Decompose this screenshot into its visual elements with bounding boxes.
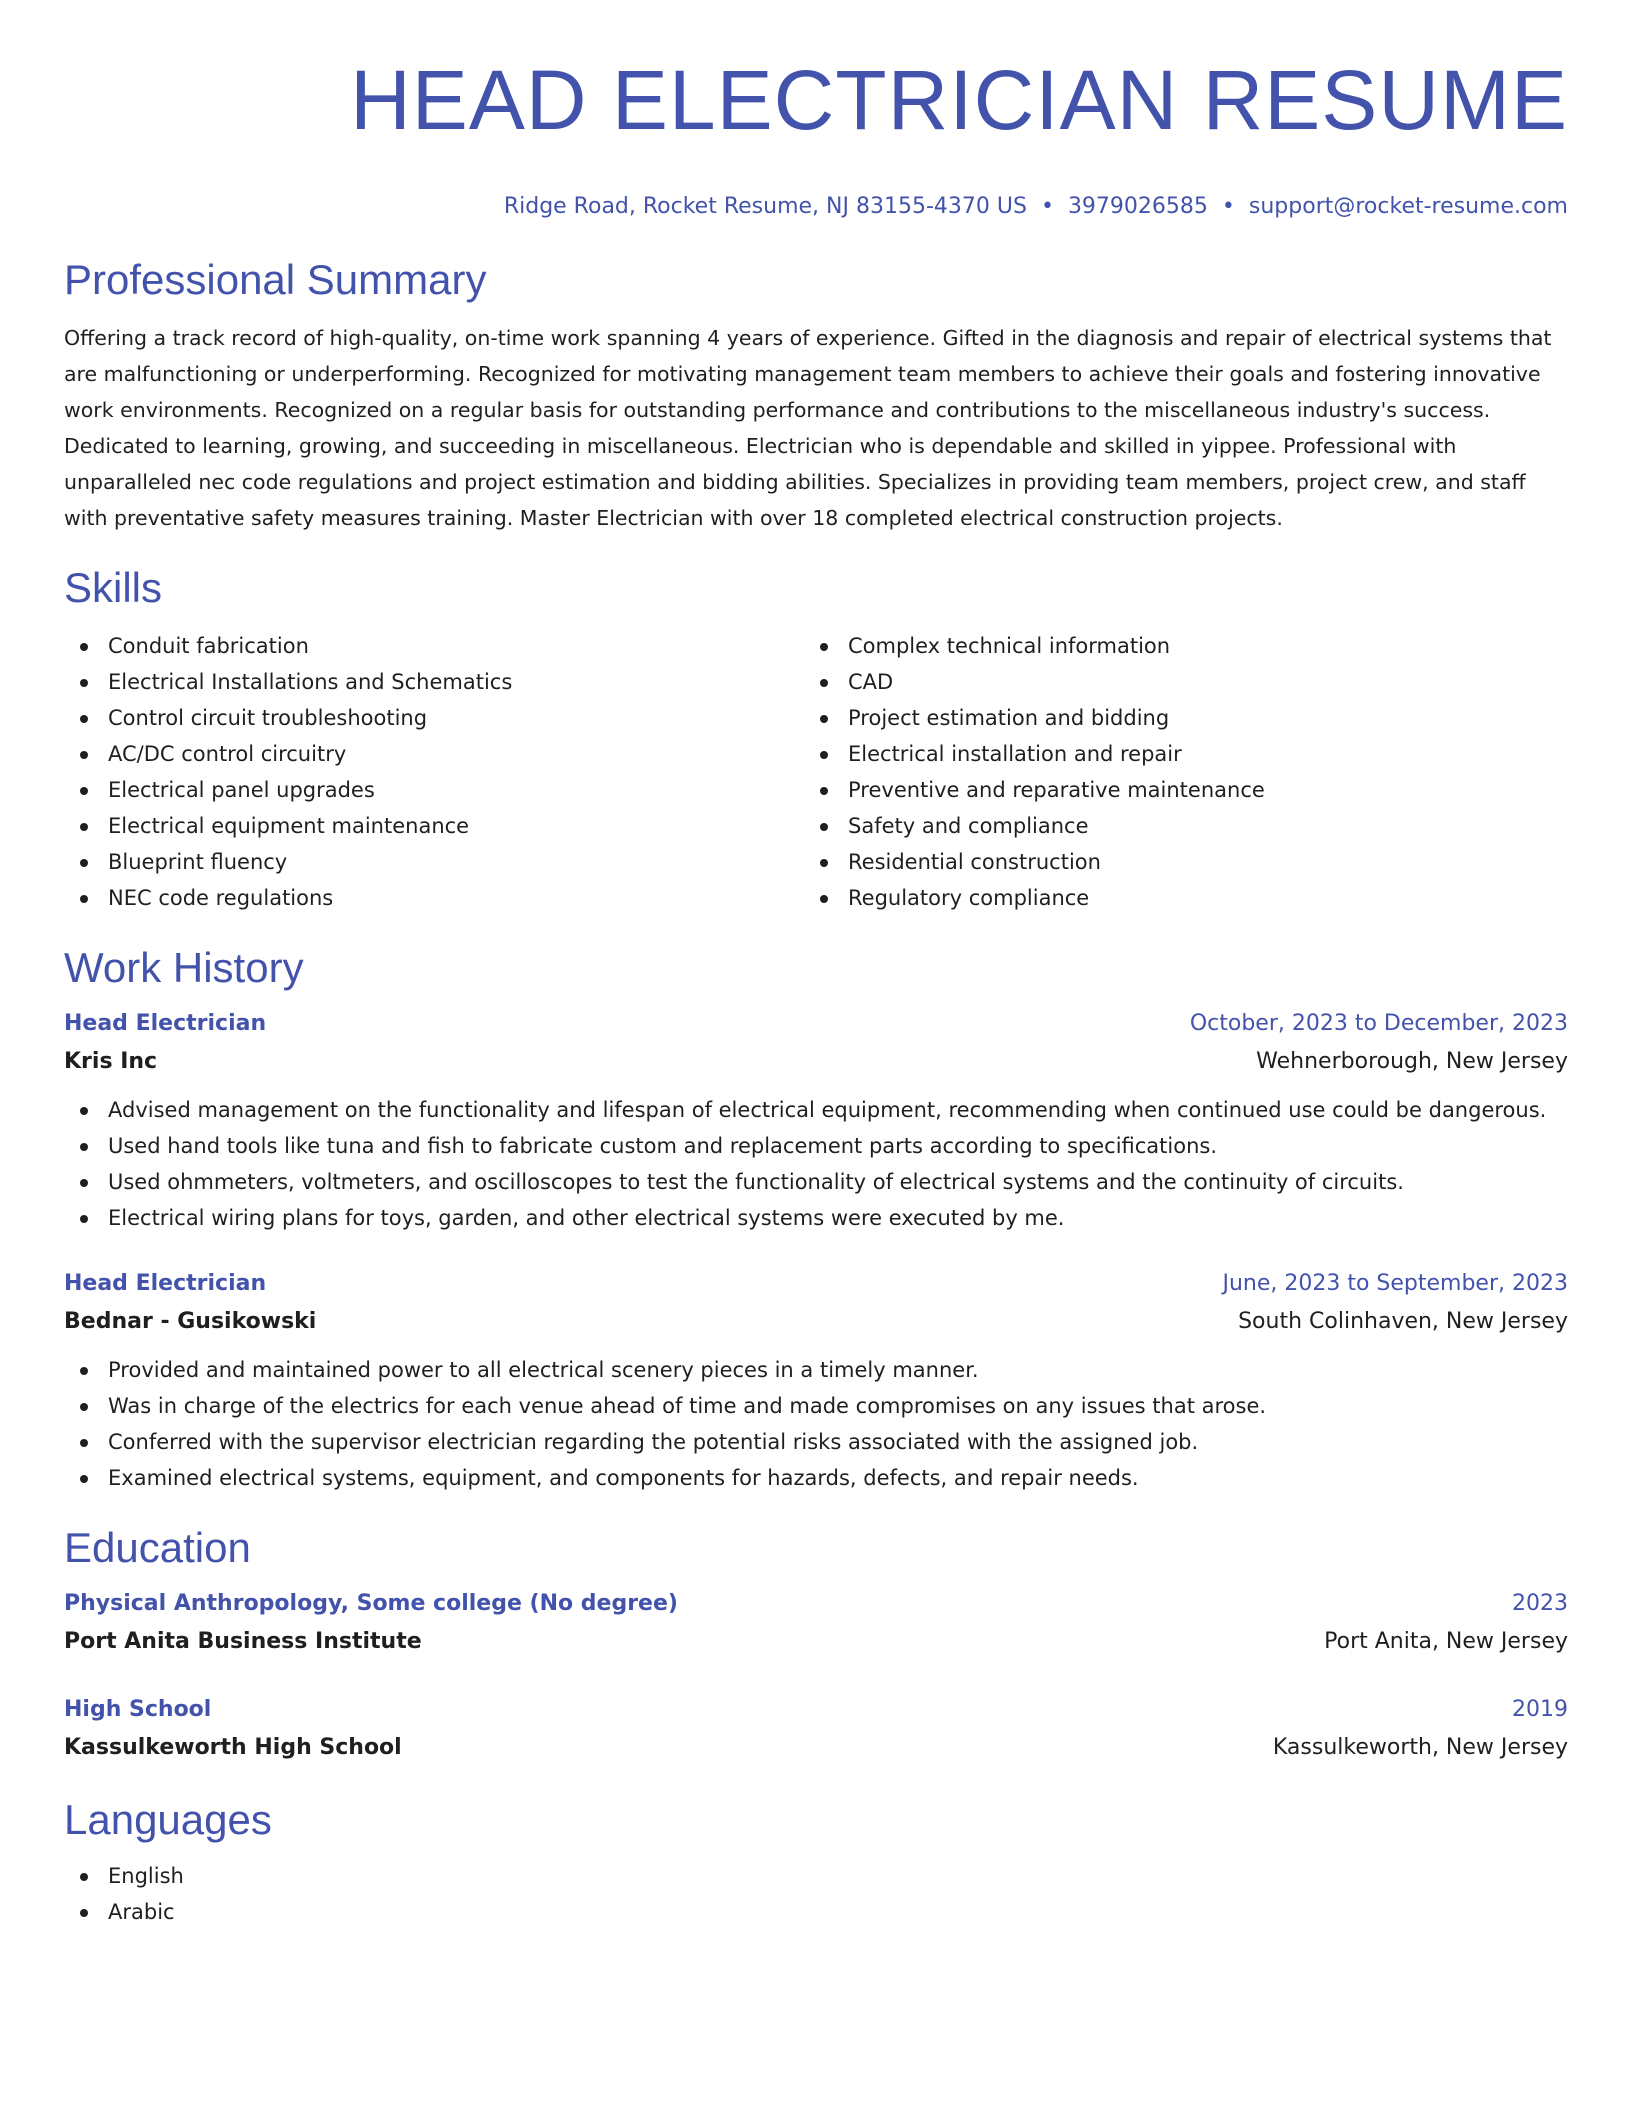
job-entry (64, 1006, 1568, 1236)
languages-list (64, 1858, 1568, 1930)
address: Ridge Road, Rocket Resume, NJ 83155-4370 US (503, 194, 1027, 219)
job-duty: Electrical wiring plans for toys, garden, and other electrical systems were executed by me. (64, 1200, 1568, 1236)
education-location: Port Anita, New Jersey (1324, 1629, 1568, 1654)
section-heading-work-history: Work History (64, 944, 304, 991)
job-duties-list (64, 1092, 1568, 1236)
separator-dot: • (1040, 194, 1054, 219)
skill-item: Electrical Installations and Schematics (64, 664, 804, 700)
education-degree: High School (64, 1697, 212, 1722)
skill-item: CAD (804, 664, 1544, 700)
skill-item: Electrical panel upgrades (64, 772, 804, 808)
education-entry (64, 1586, 1568, 1662)
section-heading-summary: Professional Summary (64, 256, 487, 303)
education-location: Kassulkeworth, New Jersey (1272, 1735, 1568, 1760)
job-duty: Was in charge of the electrics for each venue ahead of time and made compromises on any issues that arose. (64, 1388, 1568, 1424)
skill-item: AC/DC control circuitry (64, 736, 804, 772)
skill-item: Conduit fabrication (64, 628, 804, 664)
job-employer: Bednar - Gusikowski (64, 1309, 317, 1334)
skills-grid (64, 628, 1568, 916)
job-dates: June, 2023 to September, 2023 (1222, 1271, 1568, 1296)
work-history-section (64, 942, 1568, 1496)
education-section (64, 1522, 1568, 1768)
skills-list-left (64, 628, 804, 916)
skill-item: Regulatory compliance (804, 880, 1544, 916)
skill-item: Complex technical information (804, 628, 1544, 664)
job-location: Wehnerborough, New Jersey (1256, 1049, 1568, 1074)
skill-item: Electrical equipment maintenance (64, 808, 804, 844)
job-duty: Used hand tools like tuna and fish to fabricate custom and replacement parts according to specifications. (64, 1128, 1568, 1164)
job-dates: October, 2023 to December, 2023 (1189, 1011, 1568, 1036)
section-heading-languages: Languages (64, 1796, 272, 1843)
job-duty: Conferred with the supervisor electrician regarding the potential risks associated with the assigned job. (64, 1424, 1568, 1460)
job-duty: Examined electrical systems, equipment, and components for hazards, defects, and repair needs. (64, 1460, 1568, 1496)
skill-item: Blueprint fluency (64, 844, 804, 880)
language-item: Arabic (64, 1894, 1568, 1930)
job-duty: Advised management on the functionality and lifespan of electrical equipment, recommending when continued use could be dangerous. (64, 1092, 1568, 1128)
summary-text: Offering a track record of high-quality, on-time work spanning 4 years of experience. Gifted in the diagnosis and repair of electrical systems that are malfunctioning or underperforming. Recognized for motivating management team members to achieve their goals and fostering innovative work environments. Recognized on a regular basis for outstanding performance and contributions to the miscellaneous industry's success. Dedicated to learning, growing, and succeeding in miscellaneous. Electrician who is dependable and skilled in yippee. Professional with unparalleled nec code regulations and project estimation and bidding abilities. Specializes in providing team members, project crew, and staff with preventative safety measures training. Master Electrician with over 18 completed electrical construction projects. (64, 326, 1552, 530)
skill-item: Preventive and reparative maintenance (804, 772, 1544, 808)
section-heading-skills: Skills (64, 564, 163, 611)
job-title: Head Electrician (64, 1011, 267, 1036)
education-entry (64, 1692, 1568, 1768)
separator-dot: • (1221, 194, 1235, 219)
summary-section (64, 254, 1568, 536)
job-entry (64, 1266, 1568, 1496)
section-heading-education: Education (64, 1524, 251, 1571)
language-item: English (64, 1858, 1568, 1894)
job-duties-list (64, 1352, 1568, 1496)
job-title: Head Electrician (64, 1271, 267, 1296)
education-school: Kassulkeworth High School (64, 1735, 402, 1760)
job-location: South Colinhaven, New Jersey (1238, 1309, 1568, 1334)
languages-section (64, 1794, 1568, 1930)
skills-list-right (804, 628, 1544, 916)
education-degree: Physical Anthropology, Some college (No degree) (64, 1591, 678, 1616)
education-year: 2019 (1512, 1697, 1568, 1722)
job-duty: Provided and maintained power to all electrical scenery pieces in a timely manner. (64, 1352, 1568, 1388)
skills-section (64, 562, 1568, 916)
skill-item: Control circuit troubleshooting (64, 700, 804, 736)
education-school: Port Anita Business Institute (64, 1629, 422, 1654)
job-employer: Kris Inc (64, 1049, 158, 1074)
job-duty: Used ohmmeters, voltmeters, and oscilloscopes to test the functionality of electrical systems and the continuity of circuits. (64, 1164, 1568, 1200)
phone-number: 3979026585 (1067, 194, 1208, 219)
skill-item: NEC code regulations (64, 880, 804, 916)
skill-item: Safety and compliance (804, 808, 1544, 844)
education-year: 2023 (1512, 1591, 1568, 1616)
skill-item: Residential construction (804, 844, 1544, 880)
contact-line (64, 192, 1568, 222)
email-address: support@rocket-resume.com (1248, 194, 1568, 219)
skill-item: Electrical installation and repair (804, 736, 1544, 772)
skill-item: Project estimation and bidding (804, 700, 1544, 736)
resume-title: HEAD ELECTRICIAN RESUME (350, 53, 1568, 147)
